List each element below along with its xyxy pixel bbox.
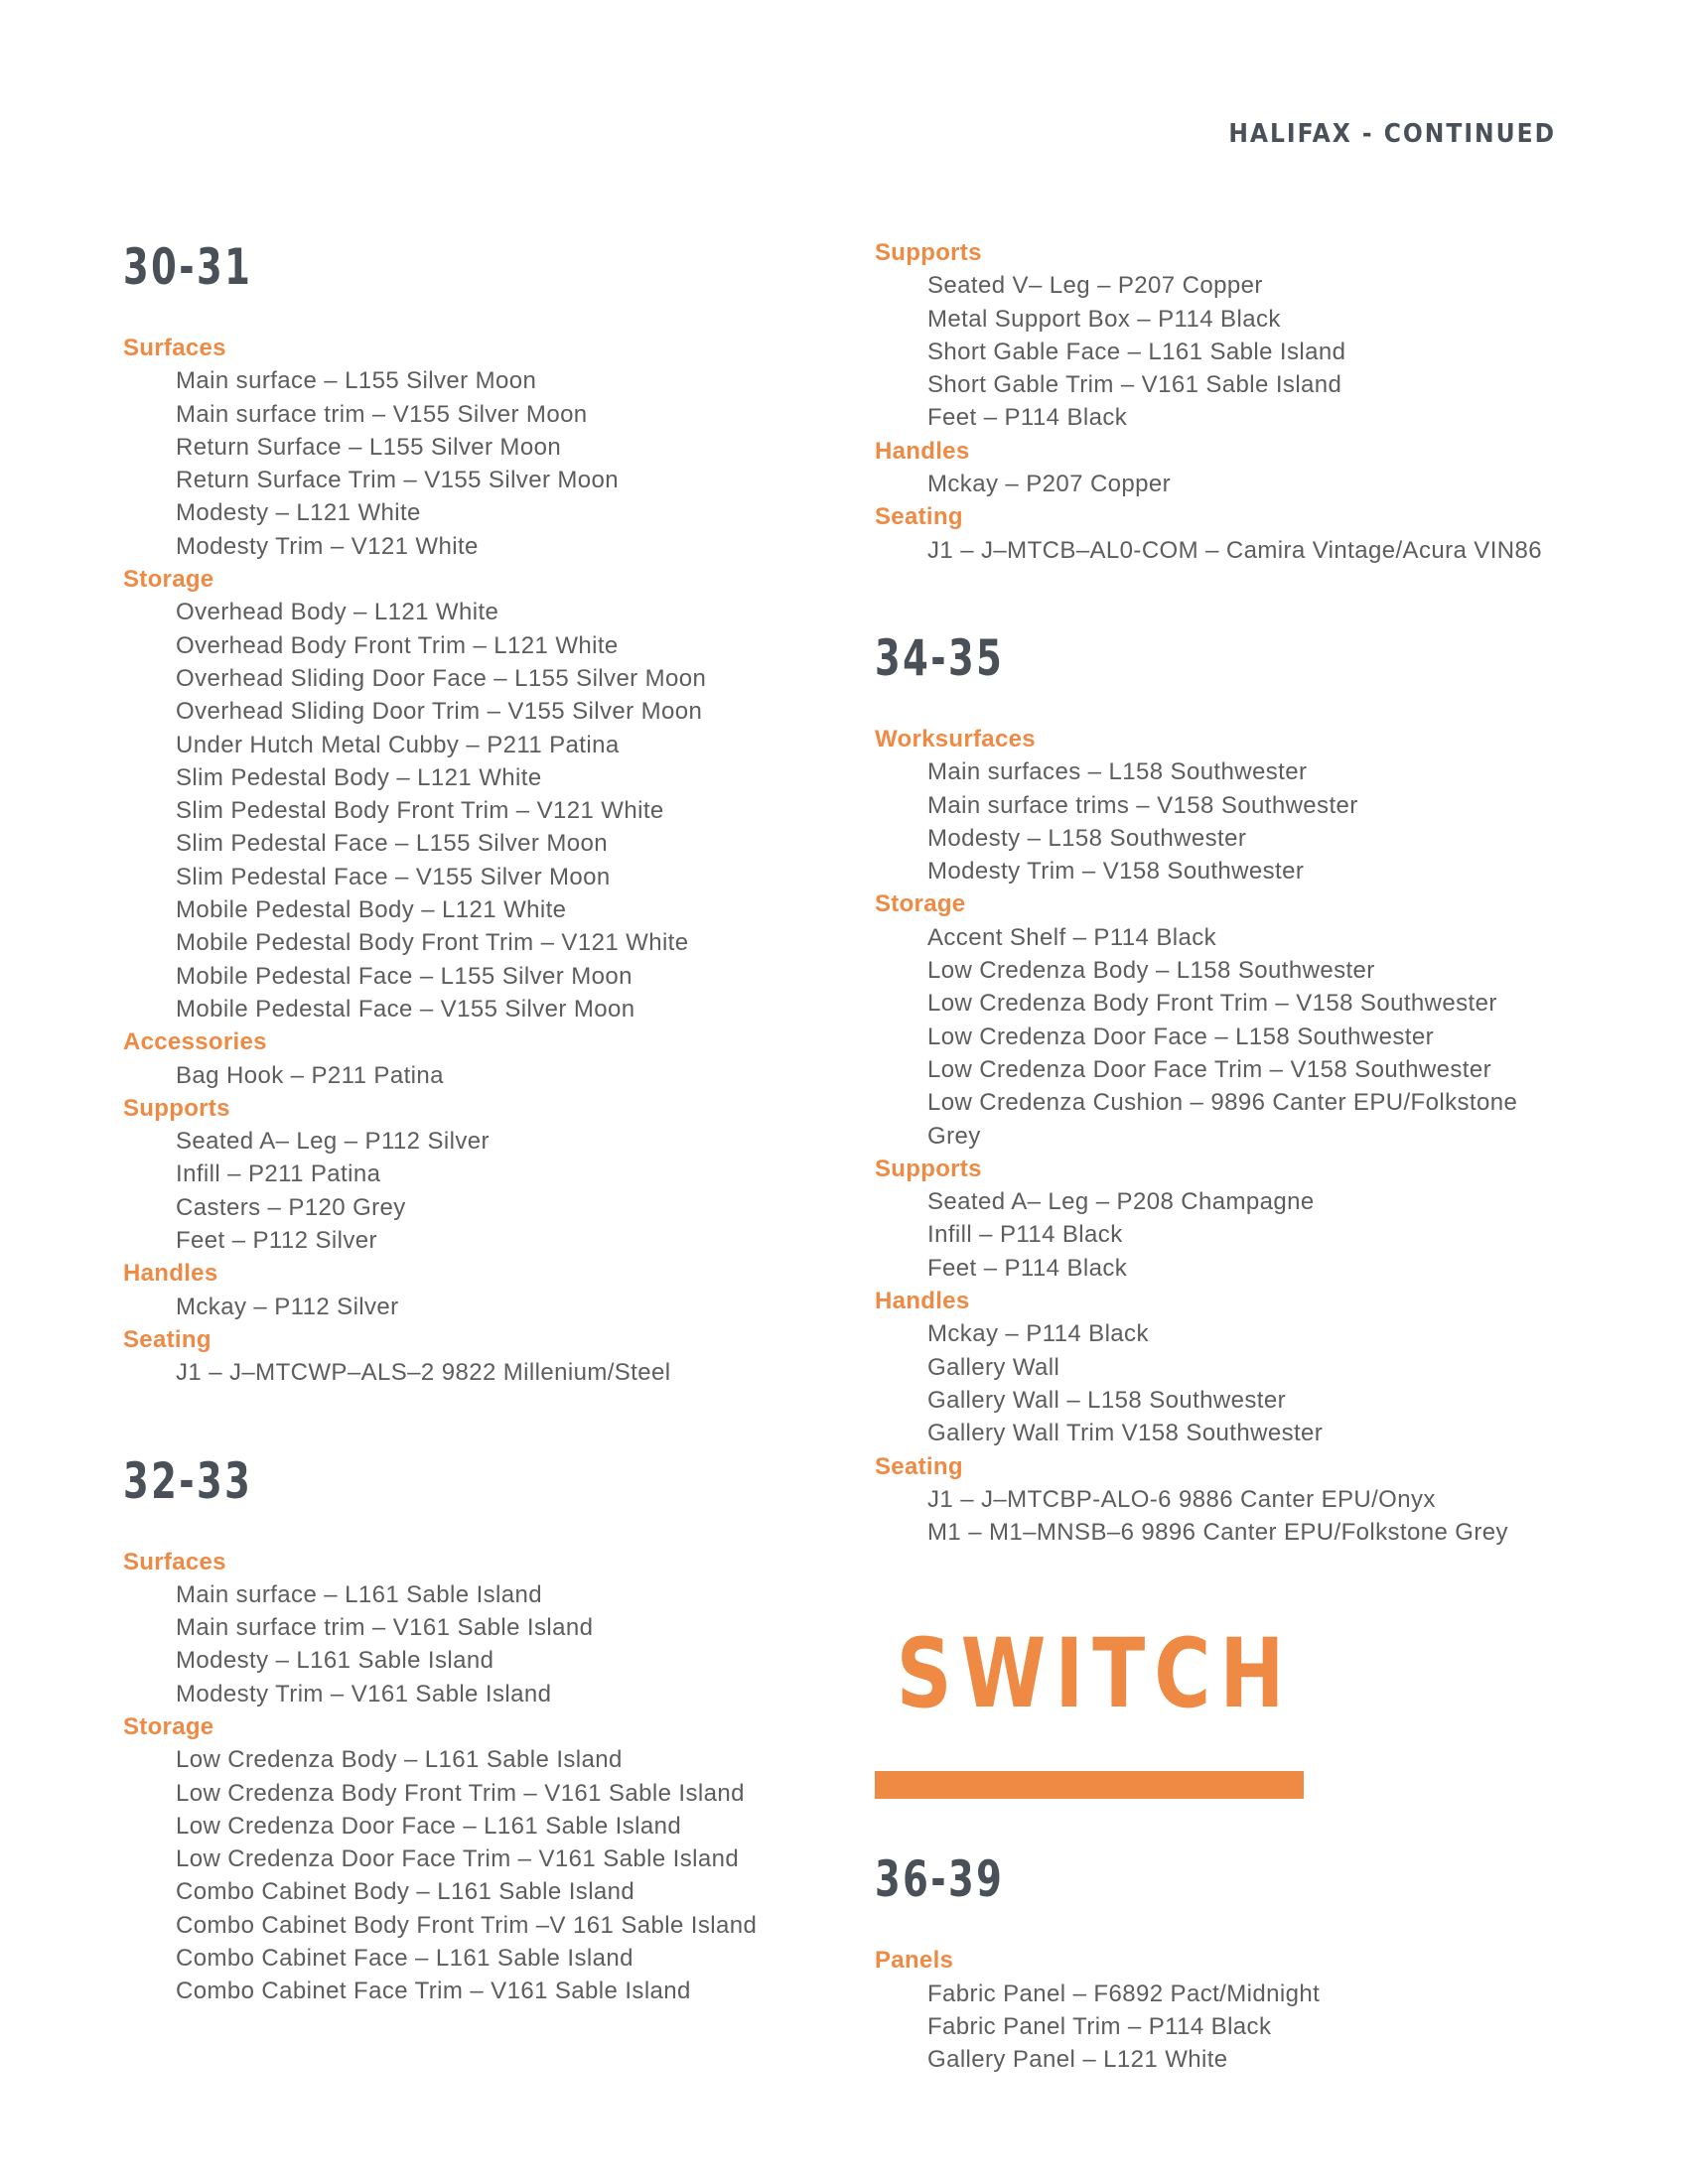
section-spacer: [875, 567, 1590, 629]
category-title: Seating: [123, 1325, 211, 1353]
spec-item: Main surfaces – L158 Southwester: [927, 758, 1308, 786]
spec-item: Under Hutch Metal Cubby – P211 Patina: [176, 731, 620, 758]
category-group: [875, 1944, 1590, 2076]
category-title: Surfaces: [123, 335, 226, 361]
spec-item: Combo Cabinet Body – L161 Sable Island: [176, 1878, 635, 1906]
category-title: Seating: [875, 503, 963, 531]
category-title: Supports: [123, 1094, 230, 1122]
category-group: [123, 1710, 818, 2008]
category-title: Supports: [875, 1155, 982, 1182]
spec-item: Slim Pedestal Body Front Trim – V121 White: [176, 797, 664, 825]
section-36-39: [875, 1850, 1590, 2076]
category-group: [875, 887, 1590, 1152]
spec-item: Mobile Pedestal Face – L155 Silver Moon: [176, 962, 633, 990]
spec-item: Overhead Sliding Door Trim – V155 Silver Moon: [176, 698, 703, 726]
section-30-31: [123, 238, 818, 1390]
spec-item: Low Credenza Cushion – 9896 Canter EPU/Folkstone: [927, 1089, 1518, 1117]
spec-item: Modesty – L158 Southwester: [927, 824, 1247, 852]
spec-item: Feet – P112 Silver: [176, 1227, 377, 1255]
spec-item: Metal Support Box – P114 Black: [927, 305, 1281, 333]
spec-item: Casters – P120 Grey: [176, 1193, 406, 1221]
spec-item: Grey: [927, 1122, 981, 1150]
spec-item: Main surface – L161 Sable Island: [176, 1580, 543, 1608]
spec-item: Modesty Trim – V158 Southwester: [927, 858, 1305, 886]
left-column: [123, 238, 818, 2008]
spec-item: Short Gable Trim – V161 Sable Island: [927, 371, 1342, 399]
spec-item: Modesty – L161 Sable Island: [176, 1647, 494, 1675]
category-group: [123, 1257, 818, 1323]
category-title: Storage: [123, 1712, 214, 1740]
spec-item: Accent Shelf – P114 Black: [927, 923, 1217, 951]
spec-item: Seated V– Leg – P207 Copper: [927, 272, 1263, 300]
category-group: [123, 1546, 818, 1710]
category-title: Handles: [875, 437, 970, 465]
spec-item: Gallery Panel – L121 White: [927, 2046, 1228, 2074]
category-group: [123, 332, 818, 563]
spec-item: Gallery Wall – L158 Southwester: [927, 1386, 1287, 1414]
spec-item: Low Credenza Door Face Trim – V161 Sable Island: [176, 1845, 740, 1873]
spec-item: Feet – P114 Black: [927, 1254, 1128, 1282]
right-column: [875, 236, 1590, 2077]
spec-item: Low Credenza Body – L161 Sable Island: [176, 1746, 623, 1774]
spec-item: Slim Pedestal Face – V155 Silver Moon: [176, 863, 611, 890]
category-title: Seating: [875, 1452, 963, 1480]
category-group: [875, 1285, 1590, 1449]
category-group: [123, 1323, 818, 1390]
section-number: 36-39: [875, 1850, 1005, 1909]
spec-item: Low Credenza Door Face – L161 Sable Island: [176, 1812, 682, 1840]
spec-item: J1 – J–MTCBP-ALO-6 9886 Canter EPU/Onyx: [927, 1485, 1436, 1513]
section-spacer: [123, 1390, 818, 1452]
spec-item: Overhead Sliding Door Face – L155 Silver Moon: [176, 664, 707, 692]
category-title: Accessories: [123, 1028, 267, 1056]
spec-item: J1 – J–MTCB–AL0-COM – Camira Vintage/Acura VIN86: [927, 536, 1543, 564]
spec-item: Mckay – P114 Black: [927, 1320, 1149, 1348]
category-group: [875, 236, 1590, 435]
spec-item: Short Gable Face – L161 Sable Island: [927, 338, 1346, 365]
section-number: 34-35: [875, 628, 1005, 687]
spec-item: Slim Pedestal Face – L155 Silver Moon: [176, 830, 609, 858]
category-group: [123, 1092, 818, 1257]
category-group: [875, 1450, 1590, 1550]
spec-item: Infill – P211 Patina: [176, 1160, 381, 1188]
category-title: Panels: [875, 1947, 954, 1975]
section-number: 30-31: [123, 238, 253, 296]
spec-item: Mckay – P207 Copper: [927, 471, 1172, 498]
category-title: Handles: [123, 1260, 218, 1288]
spec-item: Combo Cabinet Face – L161 Sable Island: [176, 1945, 633, 1973]
spec-item: Mckay – P112 Silver: [176, 1293, 399, 1320]
category-title: Surfaces: [123, 1548, 226, 1575]
spec-item: Main surface – L155 Silver Moon: [176, 367, 537, 395]
spec-item: Overhead Body Front Trim – L121 White: [176, 631, 619, 659]
spec-item: Seated A– Leg – P112 Silver: [176, 1128, 490, 1156]
category-title: Storage: [123, 566, 214, 594]
spec-item: Infill – P114 Black: [927, 1221, 1123, 1249]
category-title: Storage: [875, 890, 966, 918]
spec-item: M1 – M1–MNSB–6 9896 Canter EPU/Folkstone Grey: [927, 1519, 1508, 1547]
section-32-33: [123, 1452, 818, 2008]
spec-item: Gallery Wall Trim V158 Southwester: [927, 1420, 1324, 1447]
spec-item: Combo Cabinet Body Front Trim –V 161 Sable Island: [176, 1911, 758, 1939]
section-spacer: [875, 1799, 1590, 1850]
spec-item: Main surface trim – V155 Silver Moon: [176, 400, 588, 428]
spec-item: Low Credenza Body – L158 Southwester: [927, 957, 1375, 985]
spec-item: Mobile Pedestal Face – V155 Silver Moon: [176, 995, 635, 1023]
category-title: Supports: [875, 239, 982, 266]
spec-item: Low Credenza Door Face Trim – V158 Southwester: [927, 1055, 1491, 1083]
spec-item: Feet – P114 Black: [927, 404, 1128, 432]
spec-item: Bag Hook – P211 Patina: [176, 1061, 444, 1089]
page-header: HALIFAX - CONTINUED: [1228, 119, 1556, 149]
spec-item: Combo Cabinet Face Trim – V161 Sable Island: [176, 1978, 691, 2005]
spec-item: Low Credenza Door Face – L158 Southwester: [927, 1023, 1435, 1050]
spec-item: Mobile Pedestal Body – L121 White: [176, 896, 567, 924]
spec-item: Low Credenza Body Front Trim – V161 Sable Island: [176, 1779, 745, 1807]
brand-accent-bar: [875, 1771, 1304, 1799]
brand-title: SWITCH: [896, 1618, 1294, 1730]
category-group: [875, 1153, 1590, 1285]
spec-item: Fabric Panel – F6892 Pact/Midnight: [927, 1979, 1321, 2007]
category-group: [123, 563, 818, 1025]
category-title: Worksurfaces: [875, 725, 1036, 752]
spec-item: Modesty – L121 White: [176, 499, 421, 527]
category-group: [875, 500, 1590, 567]
spec-item: Overhead Body – L121 White: [176, 599, 499, 626]
spec-item: Modesty Trim – V161 Sable Island: [176, 1680, 552, 1707]
spec-item: Low Credenza Body Front Trim – V158 Southwester: [927, 990, 1497, 1018]
spec-item: J1 – J–MTCWP–ALS–2 9822 Millenium/Steel: [176, 1359, 671, 1387]
category-group: [875, 435, 1590, 501]
category-group: [123, 1025, 818, 1092]
category-title: Handles: [875, 1288, 970, 1315]
spec-item: Return Surface – L155 Silver Moon: [176, 433, 562, 461]
spec-item: Seated A– Leg – P208 Champagne: [927, 1188, 1315, 1216]
spec-item: Fabric Panel Trim – P114 Black: [927, 2012, 1272, 2040]
section-number: 32-33: [123, 1451, 253, 1510]
spec-item: Modesty Trim – V121 White: [176, 532, 479, 560]
spec-item: Mobile Pedestal Body Front Trim – V121 White: [176, 929, 689, 957]
spec-item: Main surface trims – V158 Southwester: [927, 791, 1358, 819]
section-32-33-continued: [875, 236, 1590, 567]
spec-item: Main surface trim – V161 Sable Island: [176, 1614, 594, 1642]
spec-item: Gallery Wall: [927, 1353, 1060, 1381]
section-34-35: [875, 629, 1590, 1549]
category-group: [875, 723, 1590, 887]
spec-item: Return Surface Trim – V155 Silver Moon: [176, 467, 620, 494]
spec-item: Slim Pedestal Body – L121 White: [176, 763, 542, 791]
